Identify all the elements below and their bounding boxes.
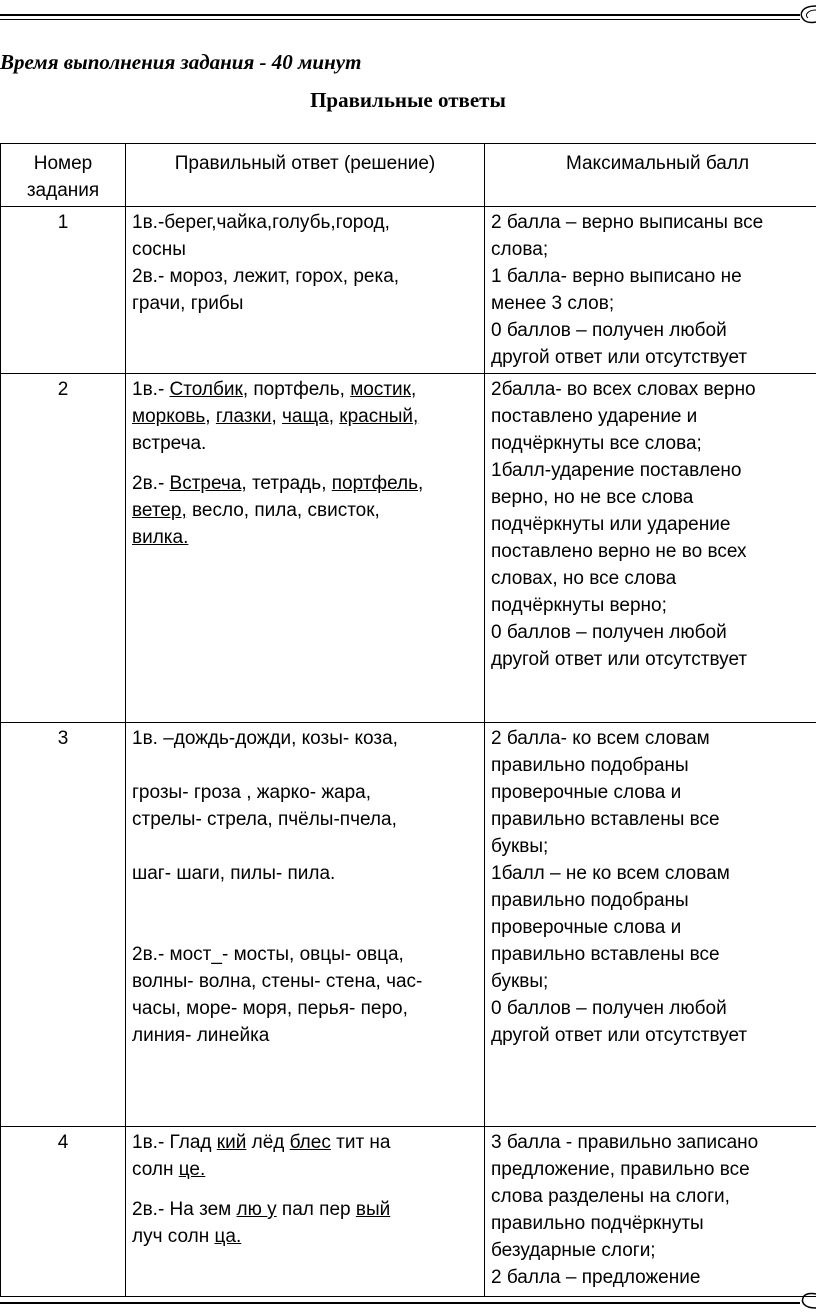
score-line: 2 балла – верно выписаны все: [491, 212, 764, 233]
score-line: проверочные слова и: [491, 782, 682, 803]
score-line: 2 балла- ко всем словам: [491, 728, 710, 749]
underlined-word: вилка.: [132, 527, 189, 548]
score-line: правильно подчёркнуты: [491, 1213, 704, 1234]
score-line: поставлено верно не во всех: [491, 541, 747, 562]
task-number: 4: [1, 1127, 126, 1297]
task-number: 3: [1, 723, 126, 1127]
score-line: верно, но не все слова: [491, 487, 694, 508]
answer-line: встреча.: [132, 433, 207, 454]
answer-text: 2в.- мост: [132, 944, 212, 965]
underlined-word: глазки: [215, 406, 272, 427]
score-cell: [485, 723, 816, 1127]
score-line: правильно подобраны: [491, 755, 689, 776]
score-line: подчёркнуты все слова;: [491, 433, 702, 454]
answer-text: тит на: [330, 1132, 391, 1153]
underlined-word: ветер,: [132, 500, 187, 521]
answer-text: 1в.- Глад: [132, 1132, 217, 1153]
underlined-syllable: вый: [355, 1199, 391, 1220]
answer-line: стрелы- стрела, пчёлы-пчела,: [132, 809, 397, 830]
answers-table: [0, 143, 816, 1297]
answer-text: , тетрадь,: [241, 473, 332, 494]
answer-cell: [126, 723, 485, 1127]
score-line: 2 балла – предложение: [491, 1267, 701, 1288]
score-line: предложение, правильно все: [491, 1159, 750, 1180]
answer-cell: [126, 207, 485, 374]
score-line: слова разделены на слоги,: [491, 1186, 730, 1207]
answer-text: ,: [328, 406, 340, 427]
answer-line: 1в.-берег,чайка,голубь,город,: [132, 212, 390, 233]
underlined-syllable: кий: [216, 1132, 247, 1153]
underlined-word: Встреча: [169, 473, 242, 494]
score-line: 3 балла - правильно записано: [491, 1132, 759, 1153]
score-line: 1 балла- верно выписано не: [491, 266, 742, 287]
score-line: другой ответ или отсутствует: [491, 347, 748, 368]
answer-text: лёд: [246, 1132, 290, 1153]
underlined-word: мостик: [350, 379, 411, 400]
answer-line: 2в.- мороз, лежит, горох, река,: [132, 266, 400, 287]
answer-line: грачи, грибы: [132, 293, 244, 314]
score-line: правильно подобраны: [491, 890, 689, 911]
score-line: правильно вставлены все: [491, 944, 720, 965]
answer-text: луч солн: [132, 1226, 215, 1247]
score-line: 2балла- во всех словах верно: [491, 379, 756, 400]
answer-text: 2в.- На зем: [132, 1199, 237, 1220]
underlined-word: морковь: [132, 406, 206, 427]
score-line: поставлено ударение и: [491, 406, 698, 427]
score-cell: [485, 1127, 816, 1297]
score-line: 0 баллов – получен любой: [491, 998, 727, 1019]
score-line: 1балл – не ко всем словам: [491, 863, 730, 884]
score-line: 0 баллов – получен любой: [491, 320, 727, 341]
border-curl-icon: [794, 1288, 816, 1310]
score-line: другой ответ или отсутствует: [491, 649, 748, 670]
table-row: [1, 1127, 816, 1297]
variant-label: 2в.-: [132, 473, 170, 494]
answer-line: часы, море- моря, перья- перо,: [132, 998, 408, 1019]
header-task-number: Номер задания: [1, 144, 126, 207]
page-border-top: [0, 14, 800, 16]
border-curl-icon: [794, 4, 816, 26]
score-line: буквы;: [491, 836, 549, 857]
table-header-row: [1, 144, 816, 207]
score-line: подчёркнуты верно;: [491, 595, 667, 616]
underlined-syllable: ца.: [214, 1226, 242, 1247]
answer-line: линия- линейка: [132, 1025, 270, 1046]
table-row: [1, 374, 816, 723]
underlined-word: портфель: [331, 473, 419, 494]
score-line: проверочные слова и: [491, 917, 682, 938]
underlined-syllable: лю: [236, 1199, 268, 1220]
underlined-syllable: у: [267, 1199, 277, 1220]
score-cell: [485, 207, 816, 374]
answer-text: весло, пила, свисток,: [186, 500, 380, 521]
header-correct-answer: Правильный ответ (решение): [126, 144, 485, 207]
underlined-word: чаща: [282, 406, 329, 427]
header-max-score: Максимальный балл: [485, 144, 816, 207]
variant-label: 1в.-: [132, 379, 170, 400]
answer-text: ,: [410, 379, 417, 400]
underlined-syllable: блес: [289, 1132, 331, 1153]
score-line: правильно вставлены все: [491, 809, 720, 830]
task-number: 2: [1, 374, 126, 723]
score-line: другой ответ или отсутствует: [491, 1025, 748, 1046]
score-line: словах, но все слова: [491, 568, 677, 589]
answer-text: , портфель,: [242, 379, 351, 400]
score-line: 0 баллов – получен любой: [491, 622, 727, 643]
answer-text: _- мосты, овцы- овца,: [211, 944, 404, 965]
answer-line: волны- волна, стены- стена, час-: [132, 971, 423, 992]
page-border-top-inner: [0, 19, 800, 20]
underlined-word: Столбик: [169, 379, 243, 400]
page-title: Правильные ответы: [310, 88, 506, 112]
answer-text: солн: [132, 1159, 179, 1180]
answer-line: сосны: [132, 239, 186, 260]
answer-line: грозы- гроза , жарко- жара,: [132, 782, 372, 803]
underlined-syllable: це.: [178, 1159, 206, 1180]
answer-cell: [126, 374, 485, 723]
score-line: слова;: [491, 239, 549, 260]
score-line: 1балл-ударение поставлено: [491, 460, 742, 481]
time-limit-text: Время выполнения задания - 40 минут: [0, 50, 362, 74]
table-row: [1, 207, 816, 374]
score-line: буквы;: [491, 971, 549, 992]
answer-cell: [126, 1127, 485, 1297]
page-border-bottom: [0, 1302, 800, 1304]
table-row: [1, 723, 816, 1127]
answer-text: ,: [271, 406, 283, 427]
answer-text: ,: [205, 406, 216, 427]
score-line: подчёркнуты или ударение: [491, 514, 731, 535]
answer-line: 1в. –дождь-дожди, козы- коза,: [132, 728, 398, 749]
answer-line: шаг- шаги, пилы- пила.: [132, 863, 336, 884]
score-line: безударные слоги;: [491, 1240, 656, 1261]
page-border-bottom-inner: [0, 1296, 800, 1297]
task-number: 1: [1, 207, 126, 374]
answer-text: ,: [418, 473, 424, 494]
underlined-word: красный,: [339, 406, 419, 427]
score-line: менее 3 слов;: [491, 293, 615, 314]
score-cell: [485, 374, 816, 723]
answer-text: пал пер: [276, 1199, 356, 1220]
